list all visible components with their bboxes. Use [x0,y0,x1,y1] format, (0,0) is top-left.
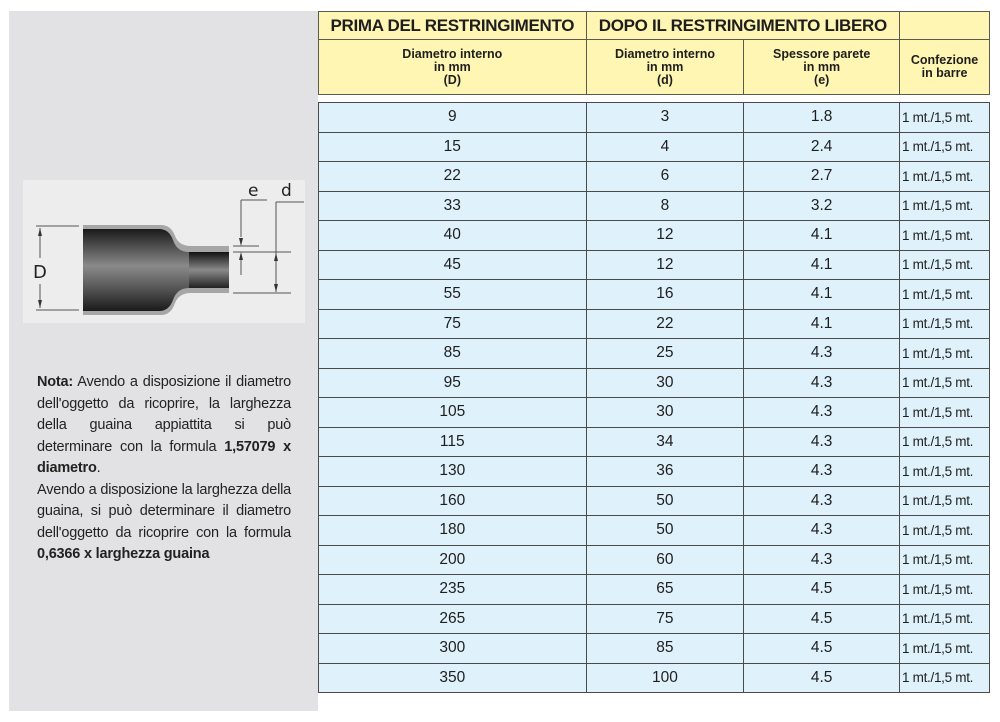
table-row [319,545,990,575]
cell-D: 40 [319,221,587,251]
column-header-d: Diametro interno in mm (d) [586,40,744,95]
cell-d: 30 [586,398,744,428]
cell-packaging: 1 mt./1,5 mt. [900,545,990,575]
cell-D: 55 [319,280,587,310]
cell-e: 3.2 [744,191,900,221]
cell-e: 4.3 [744,339,900,369]
table-row [319,221,990,251]
cell-e: 4.3 [744,545,900,575]
cell-d: 30 [586,368,744,398]
cell-e: 4.3 [744,486,900,516]
note-formula-1: 1,57079 x diametro [37,438,291,476]
cell-d: 12 [586,221,744,251]
cell-d: 100 [586,663,744,693]
table-row [319,457,990,487]
cell-packaging: 1 mt./1,5 mt. [900,604,990,634]
cell-D: 15 [319,132,587,162]
cell-packaging: 1 mt./1,5 mt. [900,575,990,605]
cell-d: 25 [586,339,744,369]
label-D: D [33,262,47,283]
table-row [319,368,990,398]
cell-packaging: 1 mt./1,5 mt. [900,103,990,133]
cell-D: 33 [319,191,587,221]
table-body [318,102,990,693]
cell-d: 65 [586,575,744,605]
table-row [319,103,990,133]
note-text-3: Avendo a disposizione la larghezza della guaina, si può determinare il diametro dell'oggetto da ricoprire con la formula [37,481,291,541]
cell-D: 180 [319,516,587,546]
cell-e: 4.3 [744,516,900,546]
cell-d: 75 [586,604,744,634]
cell-packaging: 1 mt./1,5 mt. [900,191,990,221]
cell-d: 16 [586,280,744,310]
table-header [318,11,990,95]
cell-e: 4.3 [744,427,900,457]
cell-packaging: 1 mt./1,5 mt. [900,457,990,487]
cell-e: 4.1 [744,221,900,251]
arrow-up-icon [274,253,278,261]
label-d: d [281,181,292,201]
cell-D: 9 [319,103,587,133]
cell-D: 45 [319,250,587,280]
cell-d: 60 [586,545,744,575]
cell-e: 4.1 [744,309,900,339]
table-row [319,250,990,280]
group-header-row [319,12,990,40]
note-text-2: . [96,460,101,476]
table-row [319,398,990,428]
cell-D: 200 [319,545,587,575]
cell-packaging: 1 mt./1,5 mt. [900,132,990,162]
cell-e: 1.8 [744,103,900,133]
column-header-e: Spessore parete in mm (e) [744,40,900,95]
table-row [319,516,990,546]
cell-packaging: 1 mt./1,5 mt. [900,368,990,398]
cell-packaging: 1 mt./1,5 mt. [900,280,990,310]
column-header-row [319,40,990,95]
table-row [319,634,990,664]
cell-packaging: 1 mt./1,5 mt. [900,634,990,664]
cell-D: 300 [319,634,587,664]
arrow-up-icon [239,252,243,260]
cell-packaging: 1 mt./1,5 mt. [900,162,990,192]
cell-e: 4.3 [744,457,900,487]
cell-e: 4.5 [744,663,900,693]
cell-D: 95 [319,368,587,398]
cell-D: 75 [319,309,587,339]
cell-D: 160 [319,486,587,516]
column-header-D: Diametro interno in mm (D) [319,40,587,95]
cell-d: 50 [586,516,744,546]
arrow-down-icon [38,300,42,308]
group-header-empty [900,12,990,40]
group-header-after: DOPO IL RESTRINGIMENTO LIBERO [586,12,899,40]
cell-e: 4.5 [744,634,900,664]
cell-D: 265 [319,604,587,634]
cell-e: 4.3 [744,368,900,398]
label-e: e [248,181,259,201]
group-header-before: PRIMA DEL RESTRINGIMENTO [319,12,587,40]
arrow-down-icon [239,238,243,246]
note-formula-2: 0,6366 x larghezza guaina [37,546,210,562]
table-row [319,604,990,634]
cell-D: 350 [319,663,587,693]
cell-packaging: 1 mt./1,5 mt. [900,339,990,369]
cell-e: 4.1 [744,280,900,310]
arrow-up-icon [38,228,42,236]
cell-d: 4 [586,132,744,162]
table-row [319,486,990,516]
cell-packaging: 1 mt./1,5 mt. [900,221,990,251]
cell-d: 6 [586,162,744,192]
cell-d: 50 [586,486,744,516]
note-text [37,372,291,566]
dimension-e [233,200,291,293]
table-row [319,339,990,369]
column-header-packaging: Confezione in barre [900,40,990,95]
table-row [319,132,990,162]
cell-e: 4.5 [744,604,900,634]
arrow-down-icon [274,284,278,292]
cell-d: 34 [586,427,744,457]
cell-D: 130 [319,457,587,487]
cell-D: 85 [319,339,587,369]
table-row [319,663,990,693]
cell-d: 8 [586,191,744,221]
cell-e: 4.1 [744,250,900,280]
side-panel [9,11,318,711]
cell-d: 36 [586,457,744,487]
cell-D: 115 [319,427,587,457]
cell-e: 2.7 [744,162,900,192]
cell-e: 2.4 [744,132,900,162]
note-text-1: Avendo a disposizione il diametro dell'oggetto da ricoprire, la larghezza della guaina appiattita si può determinare con la formula [37,374,291,455]
cell-D: 22 [319,162,587,192]
cell-e: 4.5 [744,575,900,605]
cell-packaging: 1 mt./1,5 mt. [900,427,990,457]
cell-d: 12 [586,250,744,280]
cell-D: 235 [319,575,587,605]
shrink-tube-diagram [23,180,305,323]
cell-d: 85 [586,634,744,664]
cell-packaging: 1 mt./1,5 mt. [900,398,990,428]
table-row [319,162,990,192]
cell-packaging: 1 mt./1,5 mt. [900,663,990,693]
tube-narrow-section [189,252,229,288]
note-label: Nota: [37,374,74,390]
cell-packaging: 1 mt./1,5 mt. [900,486,990,516]
tube-illustration [23,180,305,323]
cell-packaging: 1 mt./1,5 mt. [900,309,990,339]
cell-d: 3 [586,103,744,133]
table-row [319,280,990,310]
cell-e: 4.3 [744,398,900,428]
cell-d: 22 [586,309,744,339]
cell-packaging: 1 mt./1,5 mt. [900,250,990,280]
table-row [319,575,990,605]
table-row [319,427,990,457]
dimension-d [276,202,304,292]
cell-packaging: 1 mt./1,5 mt. [900,516,990,546]
table-row [319,309,990,339]
cell-D: 105 [319,398,587,428]
table-row [319,191,990,221]
